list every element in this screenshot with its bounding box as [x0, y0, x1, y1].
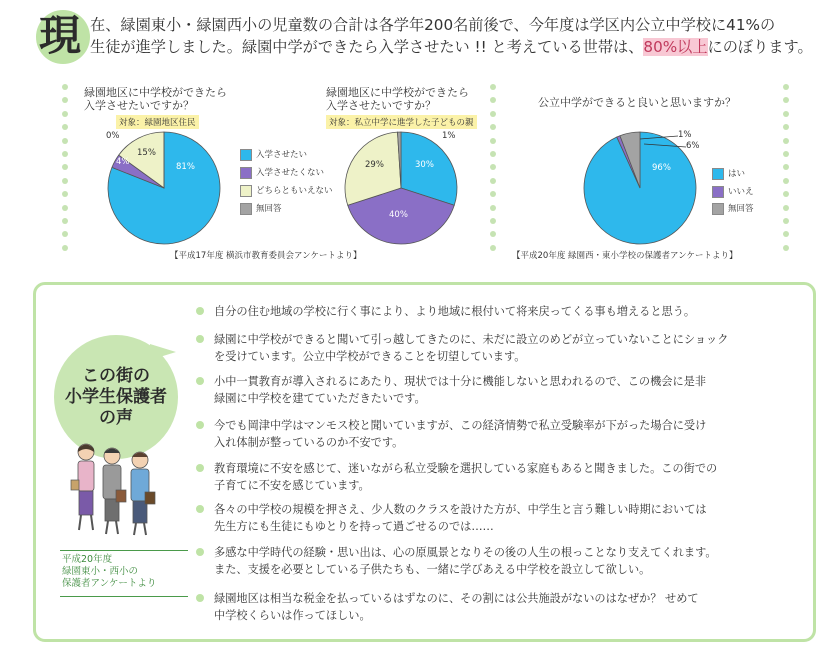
chart2-pie: [343, 130, 459, 246]
header-line-2: 生徒が進学しました。緑園中学ができたら入学させたい !! と考えている世帯は、80%以上にのぼります。: [90, 38, 813, 56]
dot: [783, 191, 789, 197]
comment-item: [196, 590, 814, 624]
voices-title: この街の 小学生保護者 の声: [65, 366, 167, 428]
chart2-label-no: 40%: [389, 210, 408, 220]
dot: [783, 84, 789, 90]
chart3-leader-lines: [636, 130, 692, 154]
dot: [62, 84, 68, 90]
chart1-label-no: 4%: [116, 157, 130, 167]
dot: [783, 231, 789, 237]
chart2-title: 緑園地区に中学校ができたら入学させたいですか？: [326, 86, 469, 112]
chart2-label-neutral: 29%: [365, 160, 384, 170]
dot: [783, 178, 789, 184]
dot: [62, 151, 68, 157]
chart3-label-no: 1%: [678, 130, 692, 140]
chart1-title: 緑園地区に中学校ができたら入学させたいですか？: [84, 86, 227, 112]
header-line-1: 在、緑園東小・緑園西小の児童数の合計は各学年200名前後で、今年度は学区内公立中学校に41%の: [90, 16, 776, 34]
bullet-icon: [196, 307, 204, 315]
dot: [62, 245, 68, 251]
comment-line: また、支援を必要としている子供たちも、一緒に学びあえる中学校を設立して欲しい。: [214, 563, 651, 576]
header-kanji: 現: [39, 11, 82, 60]
chart1-target: 対象：緑園地区住民: [116, 115, 199, 129]
comment-item: [196, 303, 814, 320]
dot: [490, 178, 496, 184]
bullet-icon: [196, 594, 204, 602]
chart2-label-none: 1%: [442, 131, 456, 141]
legend-right-3: 無回答: [712, 202, 754, 215]
comment-line: 中学校くらいは作ってほしい。: [214, 609, 371, 622]
chart2-target: 対象：私立中学に進学した子どもの親: [326, 115, 477, 129]
dot: [783, 245, 789, 251]
bullet-icon: [196, 421, 204, 429]
dot: [490, 151, 496, 157]
comment-line: 自分の住む地域の学校に行く事により、より地域に根付いて将来戻ってくる事も増えると思う。: [214, 305, 696, 318]
dot: [62, 164, 68, 170]
bullet-icon: [196, 505, 204, 513]
dot: [490, 138, 496, 144]
chart1-label-yes: 81%: [176, 162, 195, 172]
dot: [783, 111, 789, 117]
dot: [62, 97, 68, 103]
dot: [490, 111, 496, 117]
dot: [490, 191, 496, 197]
dot: [490, 218, 496, 224]
survey-note: 平成20年度 緑園東小・西小の 保護者アンケートより: [62, 554, 157, 589]
comment-line: 多感な中学時代の経験・思い出は、心の原風景となりその後の人生の根っことなり支えてくれます。: [214, 546, 717, 559]
dotted-border-middle: [490, 84, 496, 258]
speech-bubble-tail: [150, 344, 176, 360]
dot: [62, 205, 68, 211]
comment-line: 先生方にも生徒にもゆとりを持って過ごせるのでは……: [214, 520, 494, 533]
dot: [783, 205, 789, 211]
dot: [62, 218, 68, 224]
dot: [490, 164, 496, 170]
dot: [62, 231, 68, 237]
legend-left-3: どちらともいえない: [240, 184, 333, 197]
chart2-label-yes: 30%: [415, 160, 434, 170]
chart3-label-none: 6%: [686, 141, 700, 151]
dot: [490, 231, 496, 237]
chart1-pie: [106, 130, 222, 246]
dot: [490, 245, 496, 251]
chart1-label-none: 0%: [106, 131, 120, 141]
chart1-label-neutral: 15%: [137, 148, 156, 158]
dot: [783, 97, 789, 103]
comment-line: 入れ体制が整っているのか不安です。: [214, 436, 404, 449]
dot: [783, 164, 789, 170]
dot: [62, 124, 68, 130]
survey-note-rule-bottom: [60, 596, 188, 597]
comment-line: 緑園に中学校を建てていただきたいです。: [214, 392, 426, 405]
comment-line: 子育てに不安を感じています。: [214, 479, 370, 492]
legend-right-2: いいえ: [712, 185, 754, 198]
dot: [62, 178, 68, 184]
comment-item: [196, 417, 814, 451]
comment-line: 緑園に中学校ができると聞いて引っ越してきたのに、未だに設立のめどが立っていないことにショック: [214, 333, 729, 346]
dot: [783, 124, 789, 130]
comment-item: [196, 331, 814, 365]
comment-item: [196, 373, 814, 407]
comment-item: [196, 544, 814, 578]
comment-item: [196, 460, 814, 494]
dot: [490, 84, 496, 90]
header-text: [90, 14, 830, 58]
comment-line: 緑園地区は相当な税金を払っているはずなのに、その割には公共施設がないのはなぜか？ せめて: [214, 592, 699, 605]
comment-line: 今でも岡津中学はマンモス校と聞いていますが、この経済情勢で私立受験率が下がった場合に受け: [214, 419, 707, 432]
dotted-border-right: [783, 84, 789, 258]
comment-line: 小中一貫教育が導入されるにあたり、現状では十分に機能しないと思われるので、この機会に是非: [214, 375, 707, 388]
header-highlight: 80%以上: [643, 38, 708, 56]
source-left: 【平成17年度 横浜市教育委員会アンケートより】: [170, 251, 362, 261]
comment-item: [196, 501, 814, 535]
comment-line: 教育環境に不安を感じて、迷いながら私立受験を選択している家庭もあると聞きました。この街での: [214, 462, 718, 475]
legend-left-2: 入学させたくない: [240, 166, 324, 179]
legend-right-1: はい: [712, 167, 745, 180]
bullet-icon: [196, 377, 204, 385]
source-right: 【平成20年度 緑園西・東小学校の保護者アンケートより】: [512, 251, 738, 261]
bullet-icon: [196, 335, 204, 343]
dotted-border-left: [62, 84, 68, 258]
legend-left-4: 無回答: [240, 202, 282, 215]
chart3-label-yes: 96%: [652, 163, 671, 173]
dot: [490, 205, 496, 211]
dot: [783, 138, 789, 144]
bullet-icon: [196, 548, 204, 556]
dot: [62, 138, 68, 144]
comment-line: を受けています。公立中学校ができることを切望しています。: [214, 350, 526, 363]
dot: [62, 111, 68, 117]
dot: [490, 97, 496, 103]
bullet-icon: [196, 464, 204, 472]
chart3-title: 公立中学ができると良いと思いますか？: [538, 96, 736, 109]
dot: [783, 218, 789, 224]
legend-left-1: 入学させたい: [240, 148, 307, 161]
survey-note-rule-top: [60, 550, 188, 551]
dot: [783, 151, 789, 157]
dot: [490, 124, 496, 130]
parents-illustration: [66, 440, 166, 536]
dot: [62, 191, 68, 197]
comment-line: 各々の中学校の規模を押さえ、少人数のクラスを設けた方が、中学生と言う難しい時期においては: [214, 503, 707, 516]
